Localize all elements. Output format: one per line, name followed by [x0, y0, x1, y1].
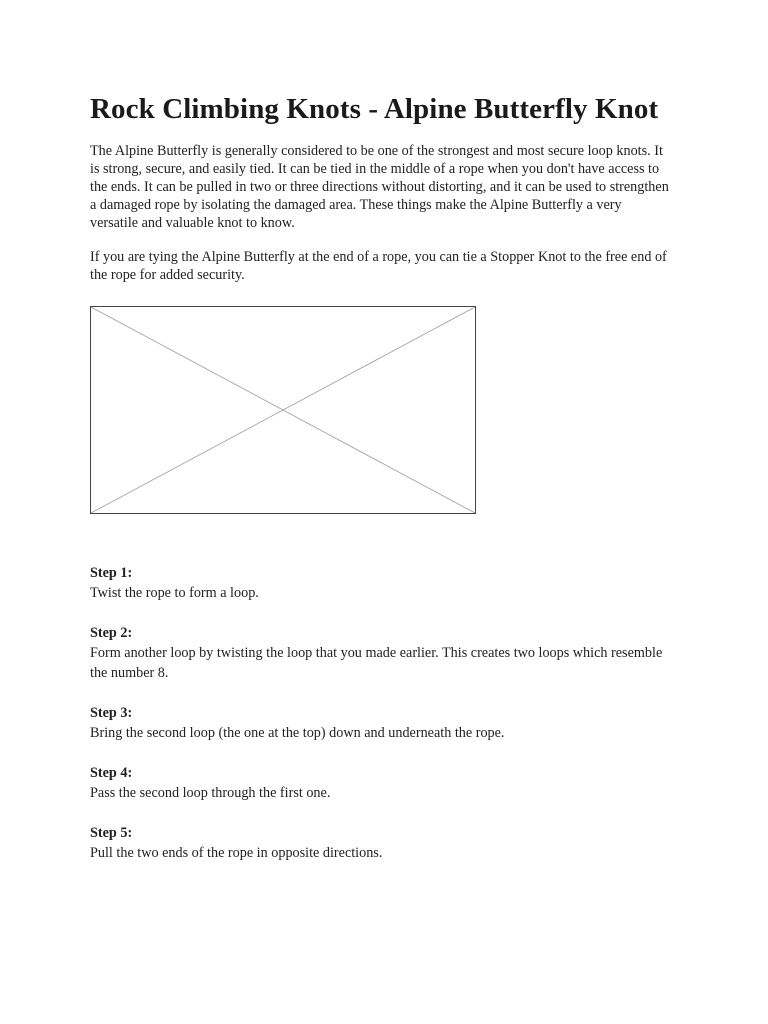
intro-section	[90, 142, 680, 284]
stopper-knot-paragraph: If you are tying the Alpine Butterfly at the end of a rope, you can tie a Stopper Knot to the free end of the rope for added security.	[90, 249, 667, 283]
steps-list	[90, 563, 680, 863]
broken-image-placeholder-icon	[91, 307, 475, 513]
step-text: Pass the second loop through the first one.	[90, 785, 331, 801]
step-5	[90, 823, 680, 863]
step-2	[90, 623, 680, 683]
step-1	[90, 563, 680, 603]
step-heading: Step 2:	[90, 625, 133, 641]
step-heading: Step 1:	[90, 565, 133, 581]
step-text: Bring the second loop (the one at the top) down and underneath the rope.	[90, 725, 505, 741]
step-text: Twist the rope to form a loop.	[90, 585, 259, 601]
step-heading: Step 3:	[90, 705, 133, 721]
intro-paragraph: The Alpine Butterfly is generally considered to be one of the strongest and most secure loop knots. It is strong, secure, and easily tied. It can be tied in the middle of a rope when you don't have access to the ends. It can be pulled in two or three directions without distorting, and it can be used to strengthen a damaged rope by isolating the damaged area. These things make the Alpine Butterfly a very versatile and valuable knot to know.	[90, 143, 669, 231]
step-text: Pull the two ends of the rope in opposite directions.	[90, 845, 383, 861]
image-placeholder	[90, 306, 476, 514]
step-3	[90, 703, 680, 743]
step-text: Form another loop by twisting the loop that you made earlier. This creates two loops which resemble the number 8.	[90, 645, 663, 681]
step-heading: Step 4:	[90, 765, 133, 781]
document-page	[90, 86, 680, 883]
step-heading: Step 5:	[90, 825, 133, 841]
step-4	[90, 763, 680, 803]
page-title: Rock Climbing Knots - Alpine Butterfly Knot	[90, 93, 659, 125]
